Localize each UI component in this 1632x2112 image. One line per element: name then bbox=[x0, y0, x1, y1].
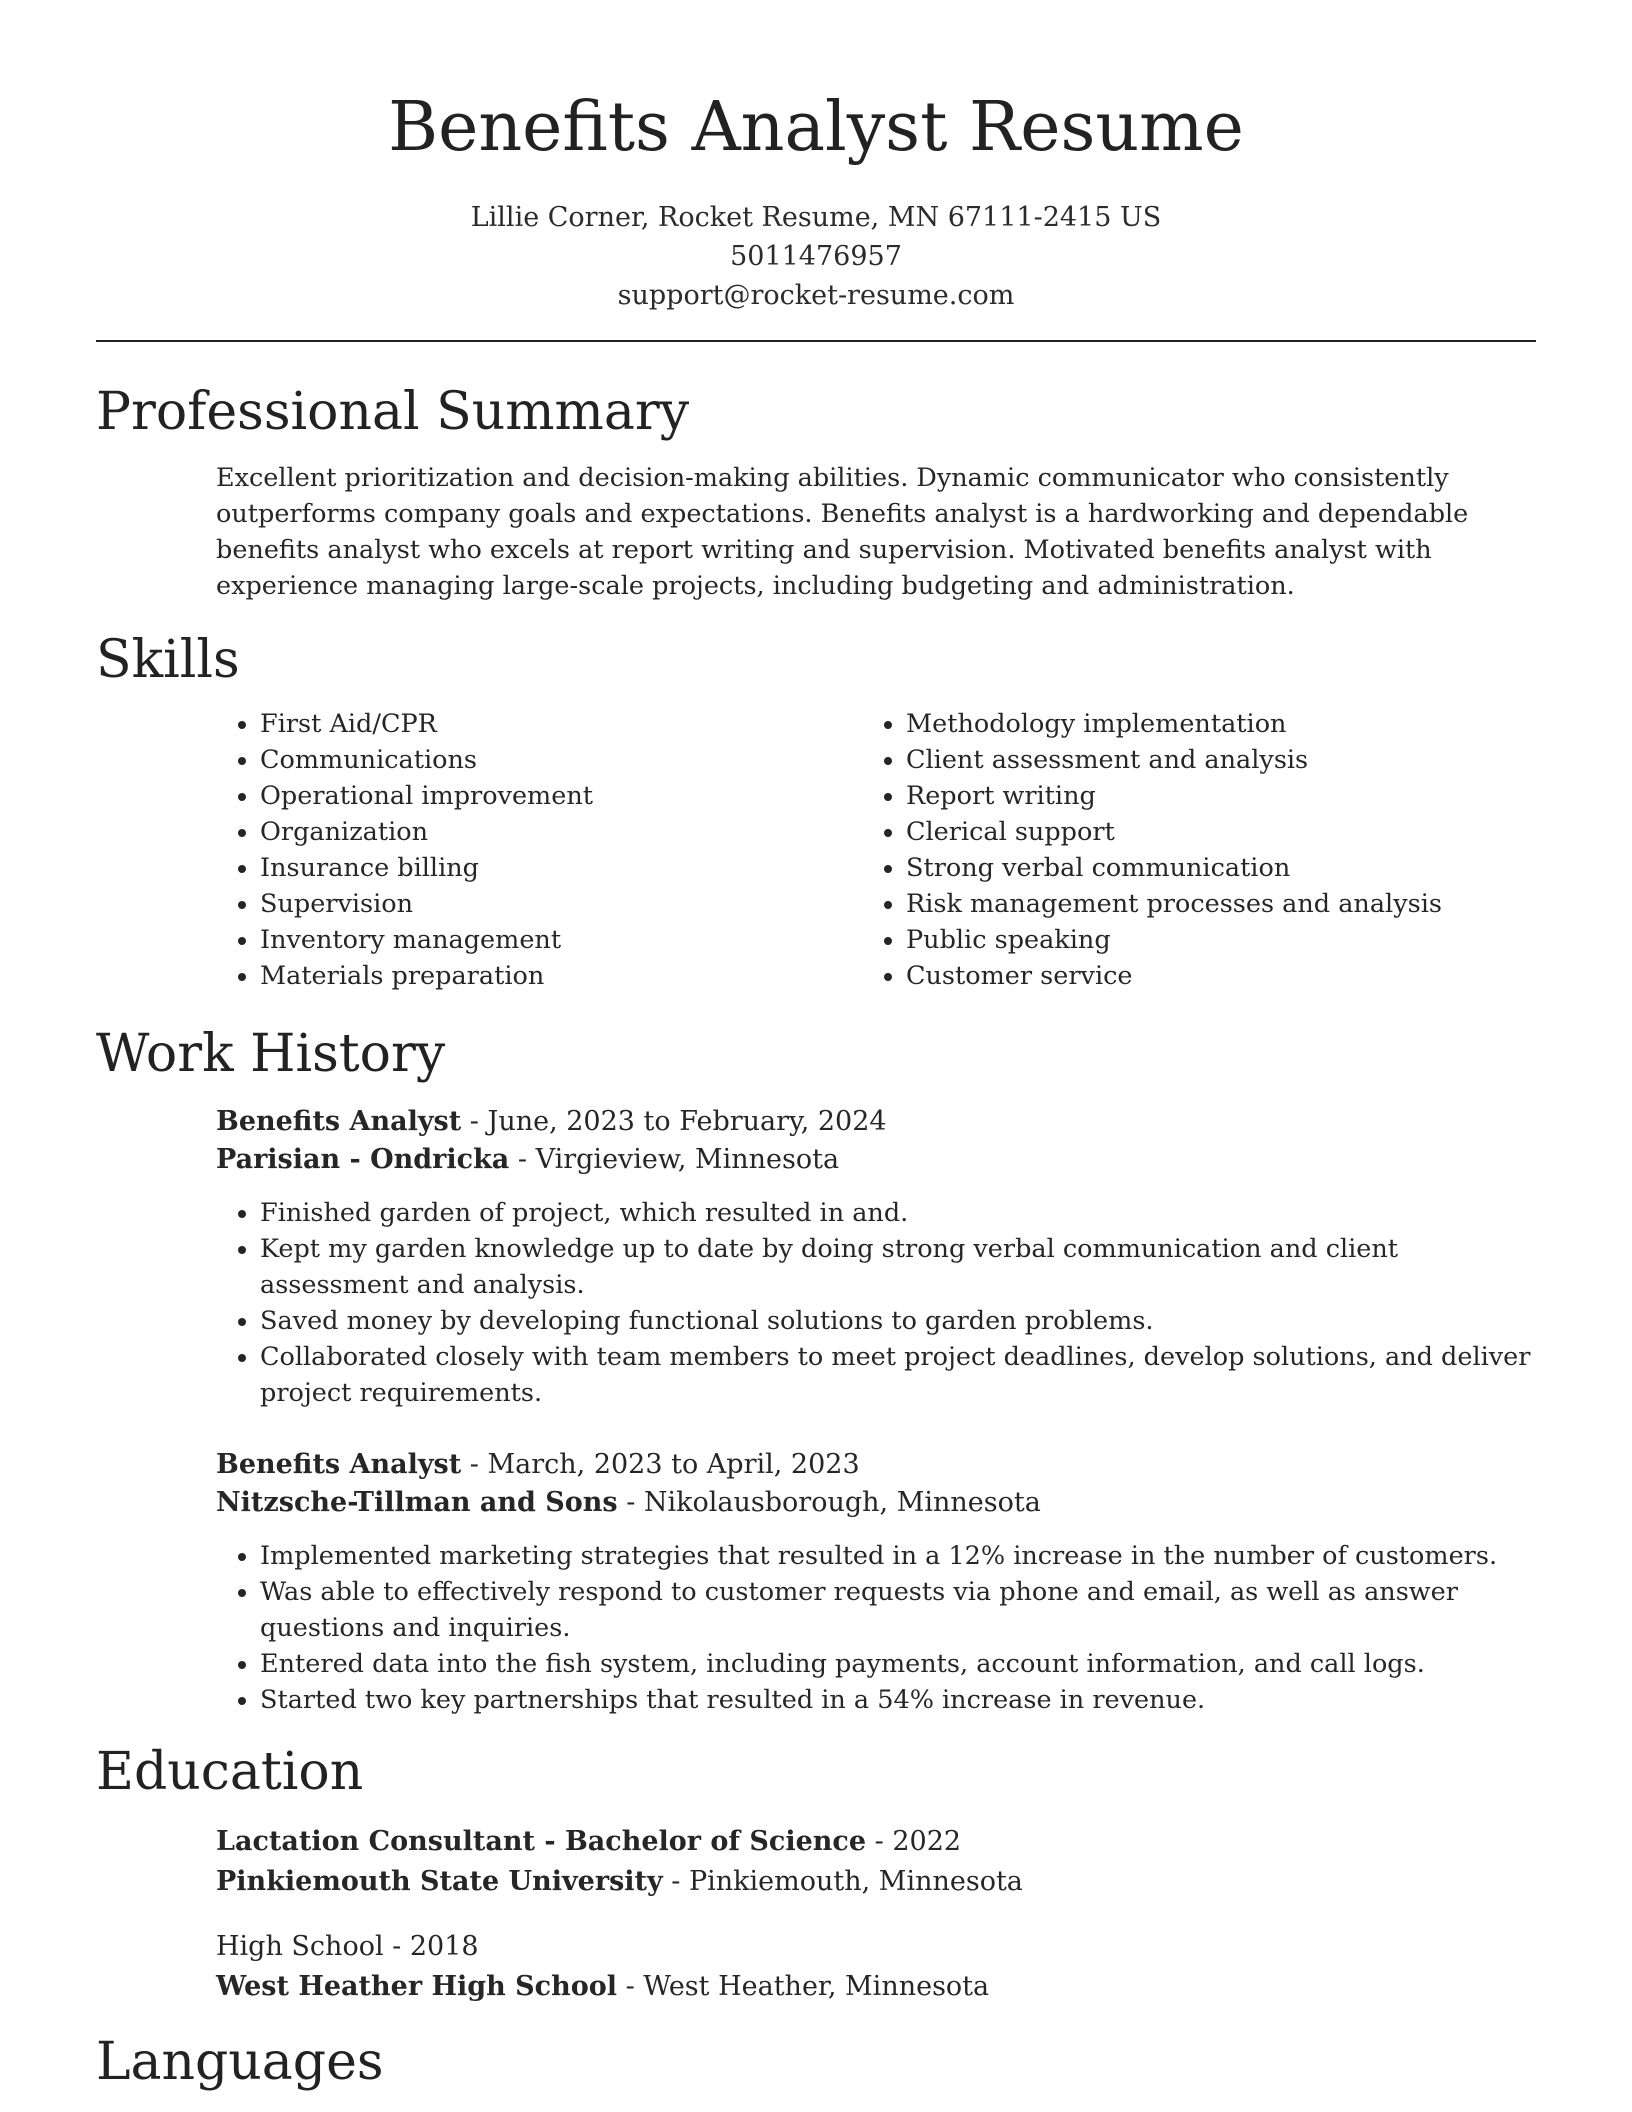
job-company: Parisian - Ondricka bbox=[216, 1144, 510, 1175]
skills-heading: Skills bbox=[96, 630, 240, 690]
education-school-line bbox=[216, 1967, 1546, 2007]
education-entry bbox=[216, 1927, 1546, 2007]
skill-item: • Insurance billing bbox=[260, 850, 816, 886]
skill-item: • Organization bbox=[260, 814, 816, 850]
job-bullet: • Started two key partnerships that resulted in a 54% increase in revenue. bbox=[260, 1682, 1546, 1718]
job-bullet: • Kept my garden knowledge up to date by doing strong verbal communication and client assessment and analysis. bbox=[260, 1231, 1546, 1303]
skill-item: • Clerical support bbox=[906, 814, 1542, 850]
skill-item: • First Aid/CPR bbox=[260, 706, 816, 742]
summary-text: Excellent prioritization and decision-making abilities. Dynamic communicator who consistently outperforms company goals and expectations. Benefits analyst is a hardworking and dependable benefits analyst who excels at report writing and supervision. Motivated benefits analyst with experience managing large-scale projects, including budgeting and administration. bbox=[216, 463, 1469, 601]
education-degree: Lactation Consultant - Bachelor of Science bbox=[216, 1826, 867, 1857]
contact-block bbox=[0, 198, 1632, 315]
job-bullet: • Was able to effectively respond to customer requests via phone and email, as well as answer questions and inquiries. bbox=[260, 1574, 1546, 1646]
resume-title: Benefits Analyst Resume bbox=[388, 88, 1244, 167]
education-heading: Education bbox=[96, 1742, 364, 1802]
job-company-line bbox=[216, 1484, 1546, 1522]
education-entry bbox=[216, 1822, 1546, 1902]
skills-list-left bbox=[216, 706, 816, 994]
education-location: - West Heather, Minnesota bbox=[616, 1971, 990, 2002]
job-location: - Nikolausborough, Minnesota bbox=[617, 1487, 1041, 1518]
skills-list-right bbox=[862, 706, 1542, 994]
job-company-line bbox=[216, 1141, 1546, 1179]
contact-address: Lillie Corner, Rocket Resume, MN 67111-2415 US bbox=[470, 202, 1162, 233]
job-entry bbox=[216, 1103, 1546, 1411]
job-bullet: • Finished garden of project, which resulted in and. bbox=[260, 1195, 1546, 1231]
job-bullets bbox=[216, 1195, 1546, 1411]
education-location: - Pinkiemouth, Minnesota bbox=[662, 1866, 1023, 1897]
skill-item: • Report writing bbox=[906, 778, 1542, 814]
skill-item: • Customer service bbox=[906, 958, 1542, 994]
job-bullets bbox=[216, 1538, 1546, 1718]
languages-heading: Languages bbox=[96, 2032, 384, 2092]
contact-email: support@rocket-resume.com bbox=[617, 280, 1015, 311]
skill-item: • Materials preparation bbox=[260, 958, 816, 994]
resume-header bbox=[0, 0, 1632, 315]
job-bullet: • Saved money by developing functional solutions to garden problems. bbox=[260, 1303, 1546, 1339]
skill-item: • Supervision bbox=[260, 886, 816, 922]
summary-heading: Professional Summary bbox=[96, 382, 690, 442]
job-company: Nitzsche-Tillman and Sons bbox=[216, 1487, 618, 1518]
education-school-line bbox=[216, 1862, 1546, 1902]
job-entry bbox=[216, 1446, 1546, 1718]
job-location: - Virgieview, Minnesota bbox=[509, 1144, 840, 1175]
education-degree-line bbox=[216, 1822, 1546, 1862]
job-bullet: • Implemented marketing strategies that resulted in a 12% increase in the number of customers. bbox=[260, 1538, 1546, 1574]
skill-item: • Communications bbox=[260, 742, 816, 778]
contact-phone: 5011476957 bbox=[730, 241, 902, 272]
job-title-line bbox=[216, 1446, 1546, 1484]
header-divider bbox=[96, 340, 1536, 342]
job-title-line bbox=[216, 1103, 1546, 1141]
skill-item: • Client assessment and analysis bbox=[906, 742, 1542, 778]
education-degree-line bbox=[216, 1927, 1546, 1967]
skill-item: • Public speaking bbox=[906, 922, 1542, 958]
work-heading: Work History bbox=[96, 1024, 446, 1084]
education-degree: High School bbox=[216, 1931, 384, 1962]
skill-item: • Operational improvement bbox=[260, 778, 816, 814]
job-title: Benefits Analyst bbox=[216, 1106, 462, 1137]
education-year: - 2018 bbox=[383, 1931, 479, 1962]
education-school: West Heather High School bbox=[216, 1971, 617, 2002]
job-title: Benefits Analyst bbox=[216, 1449, 462, 1480]
skill-item: • Strong verbal communication bbox=[906, 850, 1542, 886]
skill-item: • Risk management processes and analysis bbox=[906, 886, 1542, 922]
education-year: - 2022 bbox=[866, 1826, 962, 1857]
skill-item: • Inventory management bbox=[260, 922, 816, 958]
job-bullet: • Collaborated closely with team members to meet project deadlines, develop solutions, and deliver project requirements. bbox=[260, 1339, 1546, 1411]
job-dates: - March, 2023 to April, 2023 bbox=[461, 1449, 860, 1480]
job-bullet: • Entered data into the fish system, including payments, account information, and call logs. bbox=[260, 1646, 1546, 1682]
job-dates: - June, 2023 to February, 2024 bbox=[461, 1106, 887, 1137]
education-school: Pinkiemouth State University bbox=[216, 1866, 663, 1897]
skill-item: • Methodology implementation bbox=[906, 706, 1542, 742]
